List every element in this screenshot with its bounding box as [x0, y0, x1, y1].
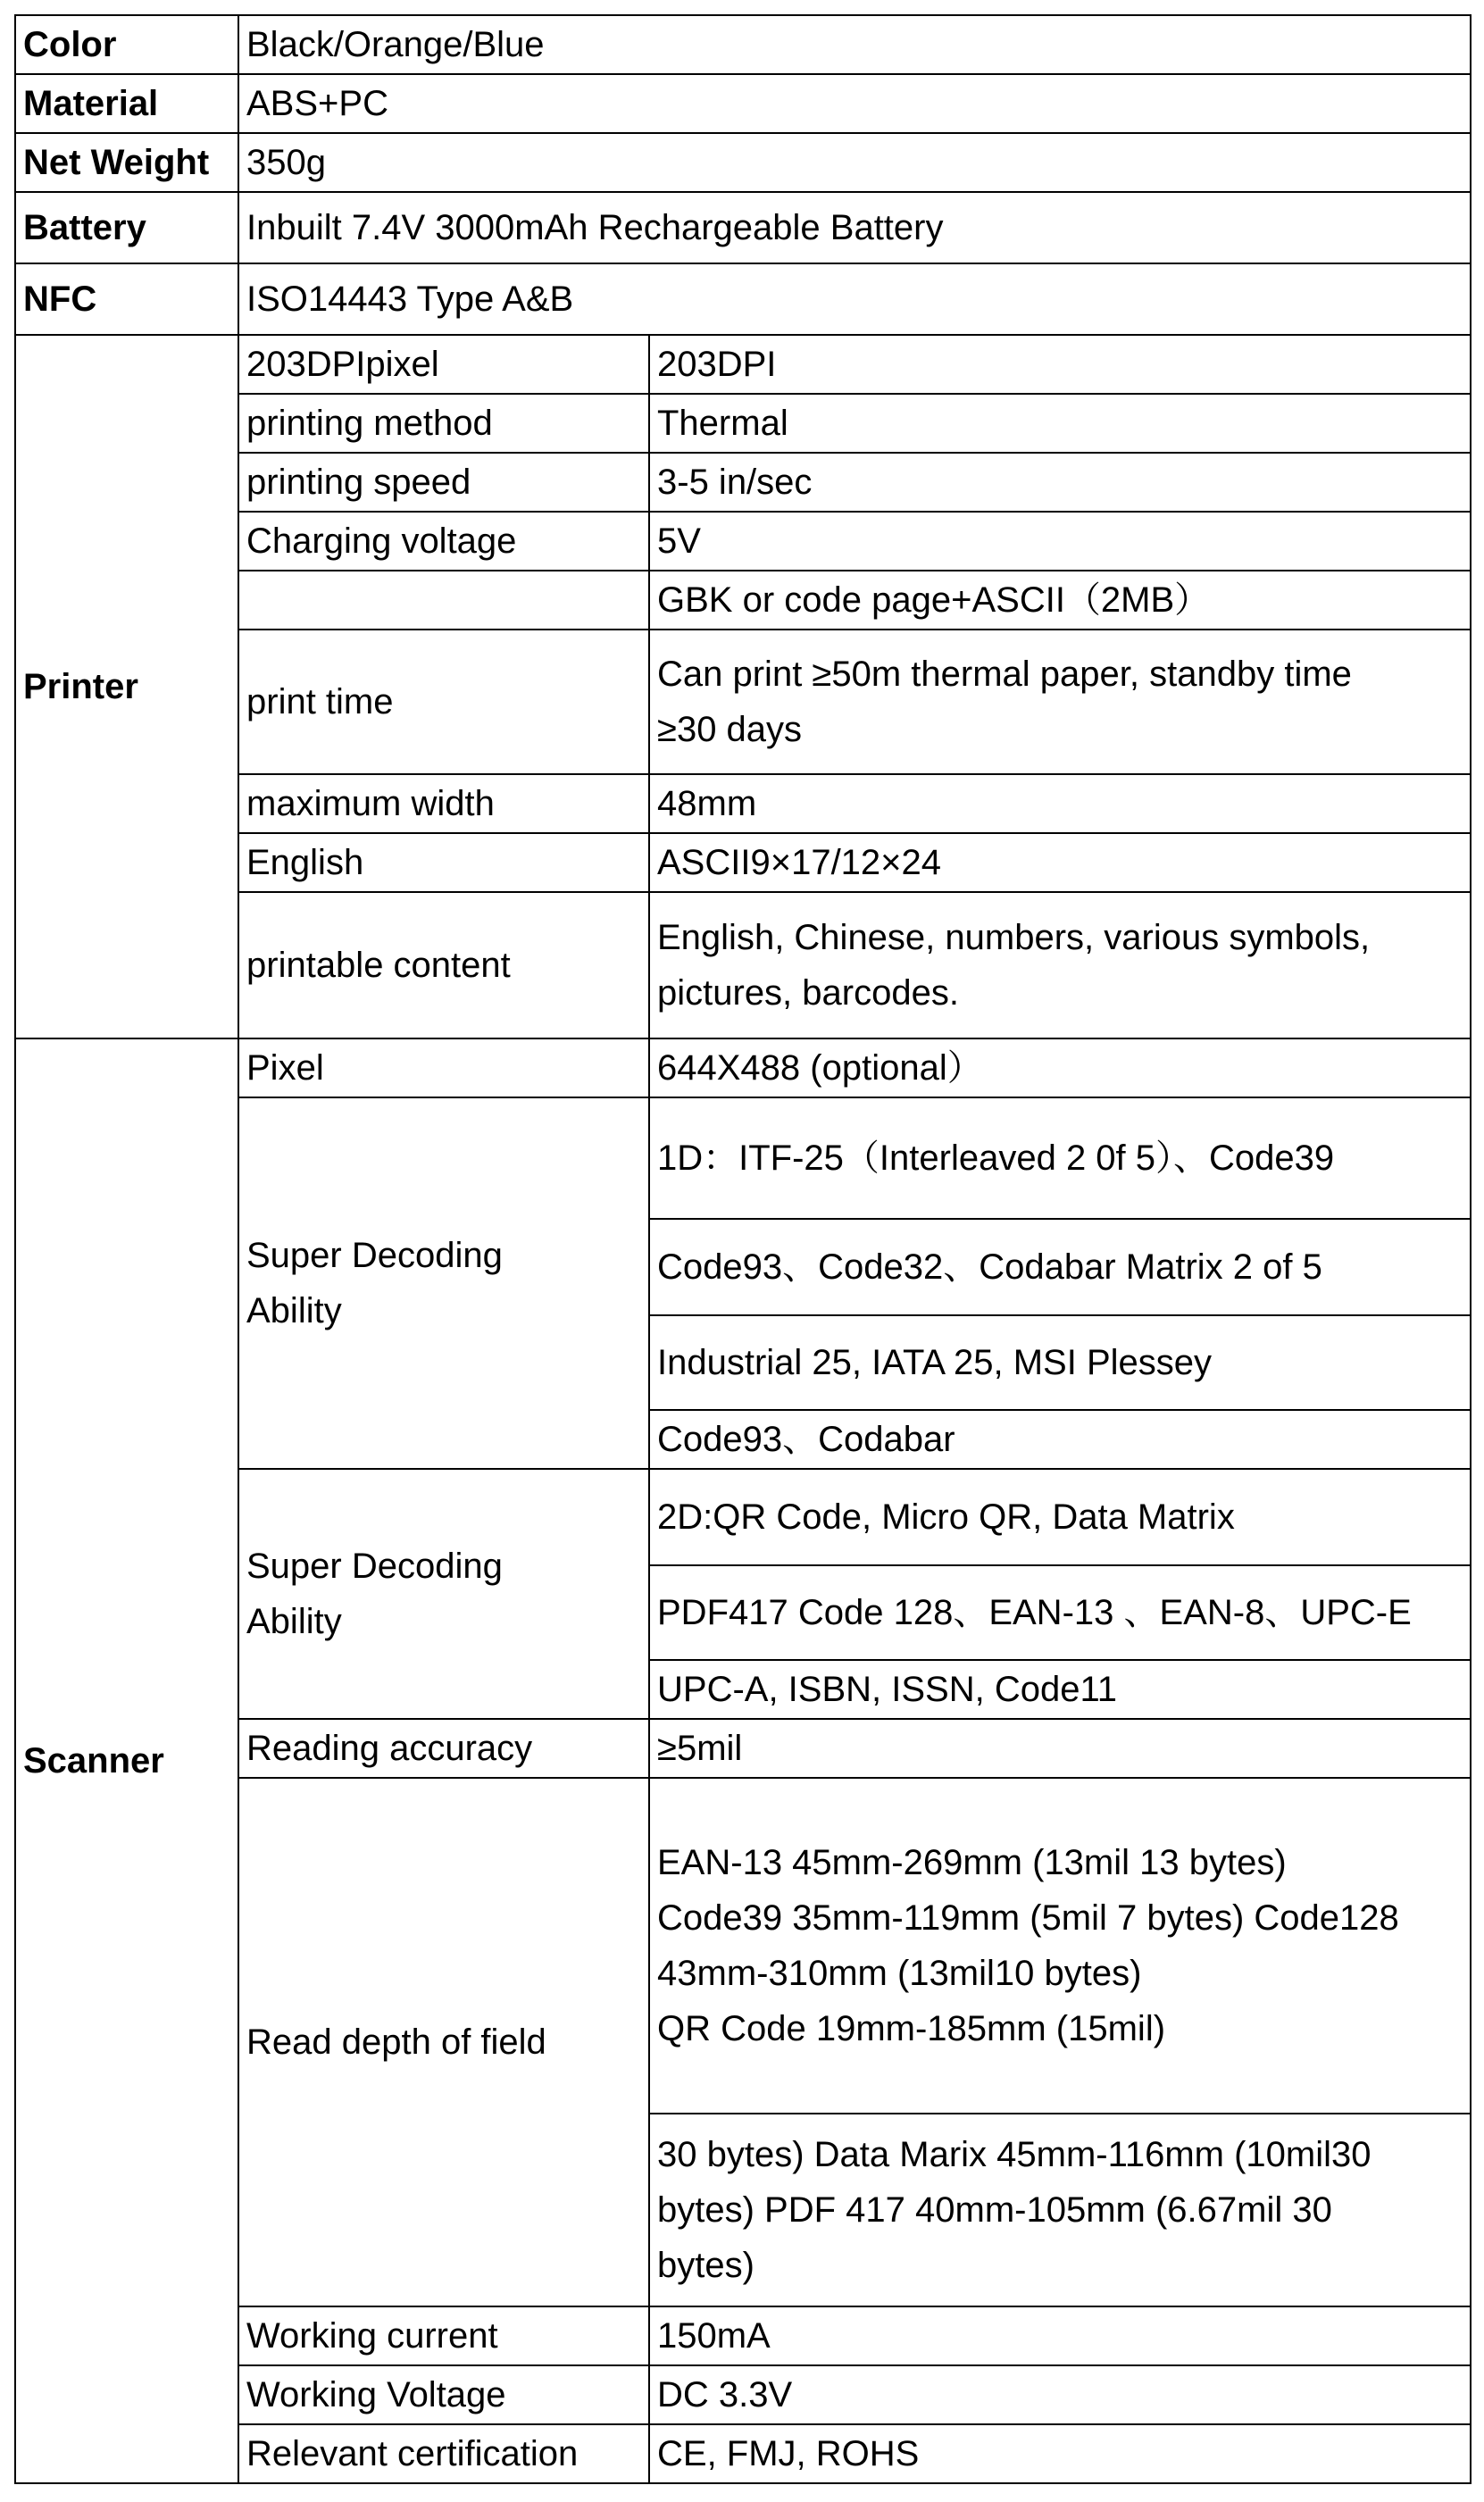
printer-spec-value: English, Chinese, numbers, various symbols, pictures, barcodes.	[649, 892, 1471, 1038]
spec-value: 350g	[238, 133, 1471, 192]
spec-value: ISO14443 Type A&B	[238, 263, 1471, 335]
spec-label: Net Weight	[15, 133, 238, 192]
scanner-spec-value: Industrial 25, IATA 25, MSI Plessey	[649, 1315, 1471, 1410]
scanner-spec-value: PDF417 Code 128、EAN-13 、EAN-8、UPC-E	[649, 1565, 1471, 1660]
printer-label: Printer	[15, 335, 238, 1038]
scanner-spec-name: Working current	[238, 2306, 649, 2365]
printer-spec-name: 203DPIpixel	[238, 335, 649, 394]
scanner-spec-value: 1D：ITF-25（Interleaved 2 0f 5）、Code39	[649, 1097, 1471, 1219]
printer-spec-name: printing method	[238, 394, 649, 453]
spec-value: ABS+PC	[238, 74, 1471, 133]
printer-spec-value: 203DPI	[649, 335, 1471, 394]
scanner-spec-value: ≥5mil	[649, 1719, 1471, 1778]
printer-spec-value: ASCII9×17/12×24	[649, 833, 1471, 892]
spec-value: Inbuilt 7.4V 3000mAh Rechargeable Battery	[238, 192, 1471, 263]
printer-spec-name	[238, 571, 649, 630]
scanner-label: Scanner	[15, 1038, 238, 2483]
spec-row-color	[15, 15, 1471, 74]
scanner-spec-value: 150mA	[649, 2306, 1471, 2365]
scanner-spec-value: UPC-A, ISBN, ISSN, Code11	[649, 1660, 1471, 1719]
spec-label: Color	[15, 15, 238, 74]
printer-spec-name: printing speed	[238, 453, 649, 512]
printer-spec-name: English	[238, 833, 649, 892]
printer-spec-name: Charging voltage	[238, 512, 649, 571]
printer-spec-value: Can print ≥50m thermal paper, standby time ≥30 days	[649, 630, 1471, 774]
scanner-spec-name: Relevant certification	[238, 2424, 649, 2483]
scanner-spec-name: Working Voltage	[238, 2365, 649, 2424]
scanner-spec-value: DC 3.3V	[649, 2365, 1471, 2424]
scanner-spec-name: Super Decoding Ability	[238, 1097, 649, 1469]
spec-row-nfc	[15, 263, 1471, 335]
scanner-spec-value: EAN-13 45mm-269mm (13mil 13 bytes) Code39 35mm-119mm (5mil 7 bytes) Code128 43mm-310mm (13mil10 bytes) QR Code 19mm-185mm (15mil)	[649, 1778, 1471, 2114]
printer-spec-name: maximum width	[238, 774, 649, 833]
spec-row-net-weight	[15, 133, 1471, 192]
scanner-spec-value: Code93、Code32、Codabar Matrix 2 of 5	[649, 1219, 1471, 1315]
printer-spec-value: Thermal	[649, 394, 1471, 453]
scanner-spec-value: 644X488 (optional）	[649, 1038, 1471, 1097]
scanner-spec-value: Code93、Codabar	[649, 1410, 1471, 1469]
spec-row-material	[15, 74, 1471, 133]
scanner-spec-name: Pixel	[238, 1038, 649, 1097]
scanner-spec-value: 30 bytes) Data Marix 45mm-116mm (10mil30 bytes) PDF 417 40mm-105mm (6.67mil 30 bytes)	[649, 2114, 1471, 2306]
spec-label: Material	[15, 74, 238, 133]
printer-spec-value: 5V	[649, 512, 1471, 571]
printer-spec-name: printable content	[238, 892, 649, 1038]
spec-table	[14, 14, 1471, 2484]
scanner-spec-value: CE, FMJ, ROHS	[649, 2424, 1471, 2483]
scanner-row	[15, 1038, 1471, 1097]
spec-value: Black/Orange/Blue	[238, 15, 1471, 74]
printer-spec-value: 3-5 in/sec	[649, 453, 1471, 512]
spec-label: NFC	[15, 263, 238, 335]
printer-spec-value: GBK or code page+ASCII（2MB）	[649, 571, 1471, 630]
spec-label: Battery	[15, 192, 238, 263]
scanner-spec-name: Read depth of field	[238, 1778, 649, 2306]
scanner-spec-name: Super Decoding Ability	[238, 1469, 649, 1719]
printer-row	[15, 335, 1471, 394]
scanner-spec-name: Reading accuracy	[238, 1719, 649, 1778]
scanner-spec-value: 2D:QR Code, Micro QR, Data Matrix	[649, 1469, 1471, 1565]
printer-spec-value: 48mm	[649, 774, 1471, 833]
spec-row-battery	[15, 192, 1471, 263]
printer-spec-name: print time	[238, 630, 649, 774]
